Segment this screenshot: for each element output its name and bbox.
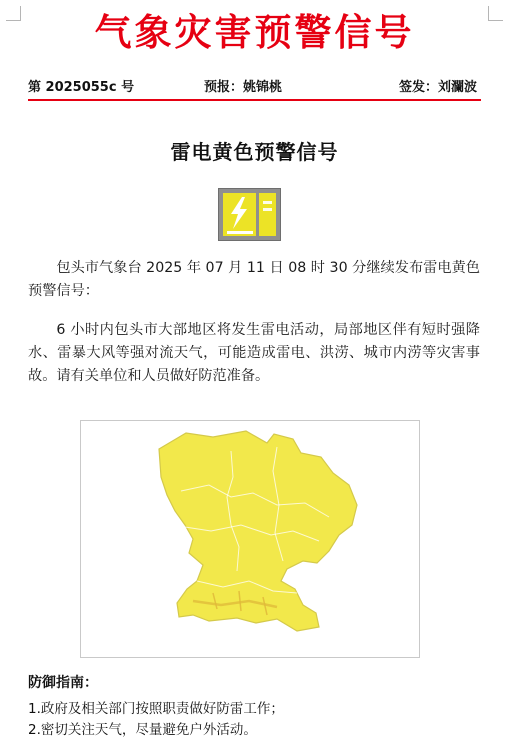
issue-meta-row bbox=[28, 76, 477, 94]
defense-guide-title: 防御指南： bbox=[28, 675, 98, 691]
defense-guide-item: 1.政府及相关部门按照职责做好防雷工作； bbox=[28, 701, 284, 717]
forecaster-name: 预报：姚锦桃 bbox=[204, 80, 283, 95]
thunder-yellow-warning-icon bbox=[218, 188, 281, 241]
issue-number: 第 2025055c 号 bbox=[28, 80, 135, 95]
document-header-title: 气象灾害预警信号 bbox=[94, 11, 415, 54]
header-divider bbox=[28, 99, 481, 101]
defense-guide-item: 2.密切关注天气，尽量避免户外活动。 bbox=[28, 722, 257, 738]
warning-area-map bbox=[80, 420, 420, 658]
signal-title: 雷电黄色预警信号 bbox=[170, 140, 339, 164]
notice-paragraph-1: 包头市气象台 2025 年 07 月 11 日 08 时 30 分继续发布雷电黄色预警信号： bbox=[28, 260, 480, 299]
notice-paragraph-2: 6 小时内包头市大部地区将发生雷电活动，局部地区伴有短时强降水、雷暴大风等强对流天气，可能造成雷电、洪涝、城市内涝等灾害事故。请有关单位和人员做好防范准备。 bbox=[28, 322, 480, 384]
region-map-shape bbox=[81, 421, 419, 657]
issuer-name: 签发：刘瀾波 bbox=[398, 80, 477, 95]
